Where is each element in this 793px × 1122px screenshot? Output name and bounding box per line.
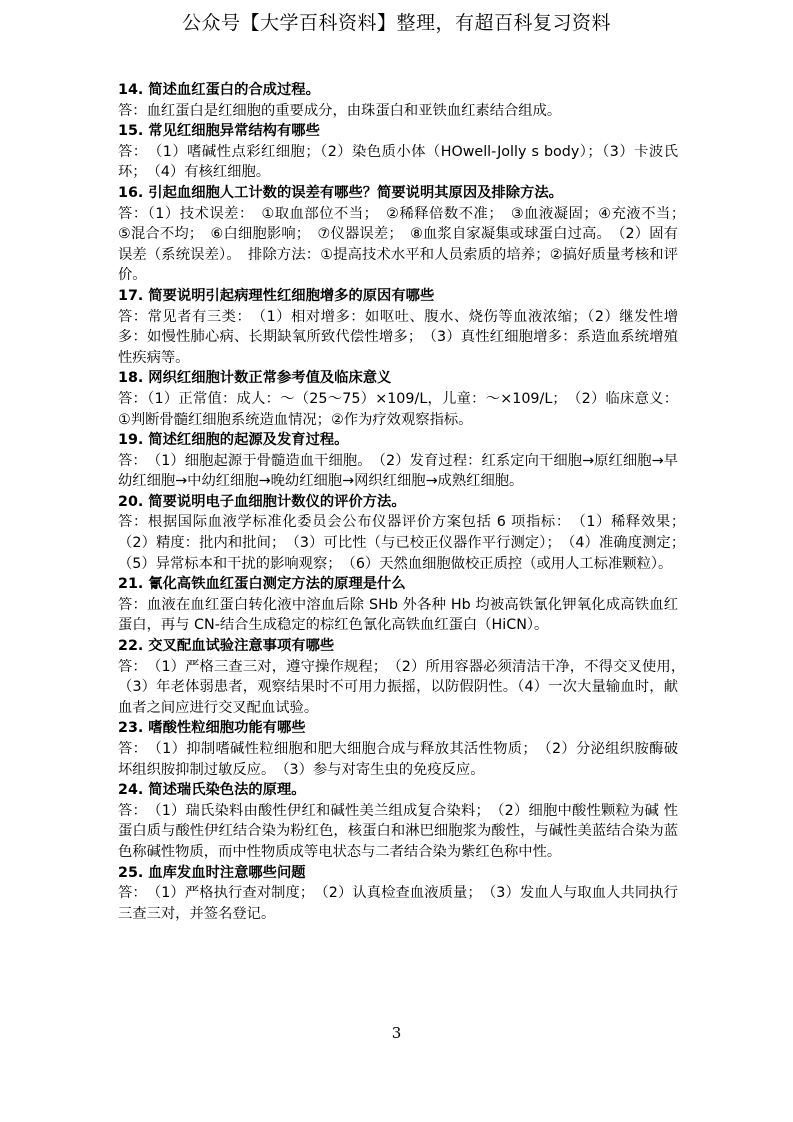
qa-item bbox=[118, 492, 693, 574]
qa-item bbox=[118, 121, 678, 183]
answer: 答：（1）正常值：成人：～（25～75）×109/L，儿童：～×109/L； （2）临床意义：①判断骨髓红细胞系统造血情况；②作为疗效观察指标。 bbox=[118, 390, 678, 428]
qa-item bbox=[118, 574, 678, 636]
answer: 答：常见者有三类： （1）相对增多：如呕吐、腹水、烧伤等血液浓缩；（2）继发性增多：如慢性肺心病、长期缺氧所致代偿性增多； （3）真性红细胞增多：系造血系统增殖性疾病等。 bbox=[118, 308, 678, 366]
qa-item bbox=[118, 863, 678, 925]
answer: 答：血液在血红蛋白转化液中溶血后除 SHb 外各种 Hb 均被高铁氰化钾氧化成高铁血红 蛋白，再与 CN-结合生成稳定的棕红色氰化高铁血红蛋白（HiCN）。 bbox=[118, 596, 678, 634]
question: 23. 嗜酸性粒细胞功能有哪些 bbox=[118, 720, 306, 737]
qa-item bbox=[118, 718, 678, 780]
question: 14. 简述血红蛋白的合成过程。 bbox=[118, 82, 320, 98]
qa-item bbox=[118, 80, 678, 121]
answer: 答： （1）严格三查三对，遵守操作规程； （2）所用容器必须清洁干净，不得交叉使用， （3）年老体弱患者，观察结果时不可用力振摇，以防假阴性。（4）一次大量输血时，献血者之间应进行交叉配血试验。 bbox=[118, 658, 693, 716]
answer: 答： （1）嗜碱性点彩红细胞；（2）染色质小体（HOwell-Jolly s body）；（3）卡波氏环； （4）有核红细胞。 bbox=[118, 143, 678, 181]
qa-item bbox=[118, 368, 678, 430]
question: 24. 简述瑞氏染色法的原理。 bbox=[118, 782, 306, 799]
qa-item bbox=[118, 183, 693, 286]
question: 18. 网织红细胞计数正常参考值及临床意义 bbox=[118, 370, 392, 387]
question: 16. 引起血细胞人工计数的误差有哪些？简要说明其原因及排除方法。 bbox=[118, 184, 563, 201]
question: 17. 简要说明引起病理性红细胞增多的原因有哪些 bbox=[118, 287, 435, 304]
answer: 答： （1）严格执行查对制度； （2）认真检查血液质量； （3）发血人与取血人共同执行三查三对，并签名登记。 bbox=[118, 885, 678, 922]
answer: 答： （1）瑞氏染料由酸性伊红和碱性美兰组成复合染料； （2）细胞中酸性颗粒为碱 性蛋白质与酸性伊红结合染为粉红色，核蛋白和淋巴细胞浆为酸性，与碱性美蓝结合染为蓝色称碱性物质，而中性物质成等电状态与二者结合染为紫红色称中性。 bbox=[118, 802, 678, 860]
answer: 答：根据国际血液学标准化委员会公布仪器评价方案包括 6 项指标： （1）稀释效果； （2）精度：批内和批间； （3）可比性（与已校正仪器作平行测定）； （4）准确度测定； （5）异常标本和干扰的影响观察； （6）天然血细胞做校正质控（或用人工标准颗粒）。 bbox=[118, 514, 693, 572]
qa-content bbox=[118, 80, 693, 924]
page-header: 公众号【大学百科资料】整理，有超百科复习资料 bbox=[181, 12, 611, 34]
qa-item bbox=[118, 286, 678, 368]
question: 21. 氰化高铁血红蛋白测定方法的原理是什么 bbox=[118, 576, 406, 593]
question: 25. 血库发血时注意哪些问题 bbox=[118, 864, 306, 881]
answer: 答： （1）抑制嗜碱性粒细胞和肥大细胞合成与释放其活性物质； （2）分泌组织胺酶破坏组织胺抑制过敏反应。 （3）参与对寄生虫的免疫反应。 bbox=[118, 741, 678, 778]
page-number: 3 bbox=[391, 1024, 402, 1042]
question: 20. 简要说明电子血细胞计数仪的评价方法。 bbox=[118, 493, 406, 510]
question: 19. 简述红细胞的起源及发育过程。 bbox=[118, 432, 349, 449]
answer: 答： （1）细胞起源于骨髓造血干细胞。 （2）发育过程：红系定向干细胞→原红细胞→早幼红细胞→中幼红细胞→晚幼红细胞→网织红细胞→成熟红细胞。 bbox=[118, 452, 678, 490]
question: 22. 交叉配血试验注意事项有哪些 bbox=[118, 638, 335, 655]
answer: 答：血红蛋白是红细胞的重要成分，由珠蛋白和亚铁血红素结合组成。 bbox=[118, 102, 562, 119]
qa-item bbox=[118, 780, 678, 862]
answer: 答：（1）技术误差： ①取血部位不当； ②稀释倍数不准； ③血液凝固；④充液不当； ⑤混合不均； ⑥白细胞影响； ⑦仪器误差； ⑧血浆自家凝集或球蛋白过高。 （2）固有误差（系统误差）。 排除方法：①提高技术水平和人员索质的培养；②搞好质量考核和评价。 bbox=[118, 205, 693, 284]
qa-item bbox=[118, 636, 693, 718]
question: 15. 常见红细胞异常结构有哪些 bbox=[118, 123, 320, 140]
qa-item bbox=[118, 430, 678, 492]
